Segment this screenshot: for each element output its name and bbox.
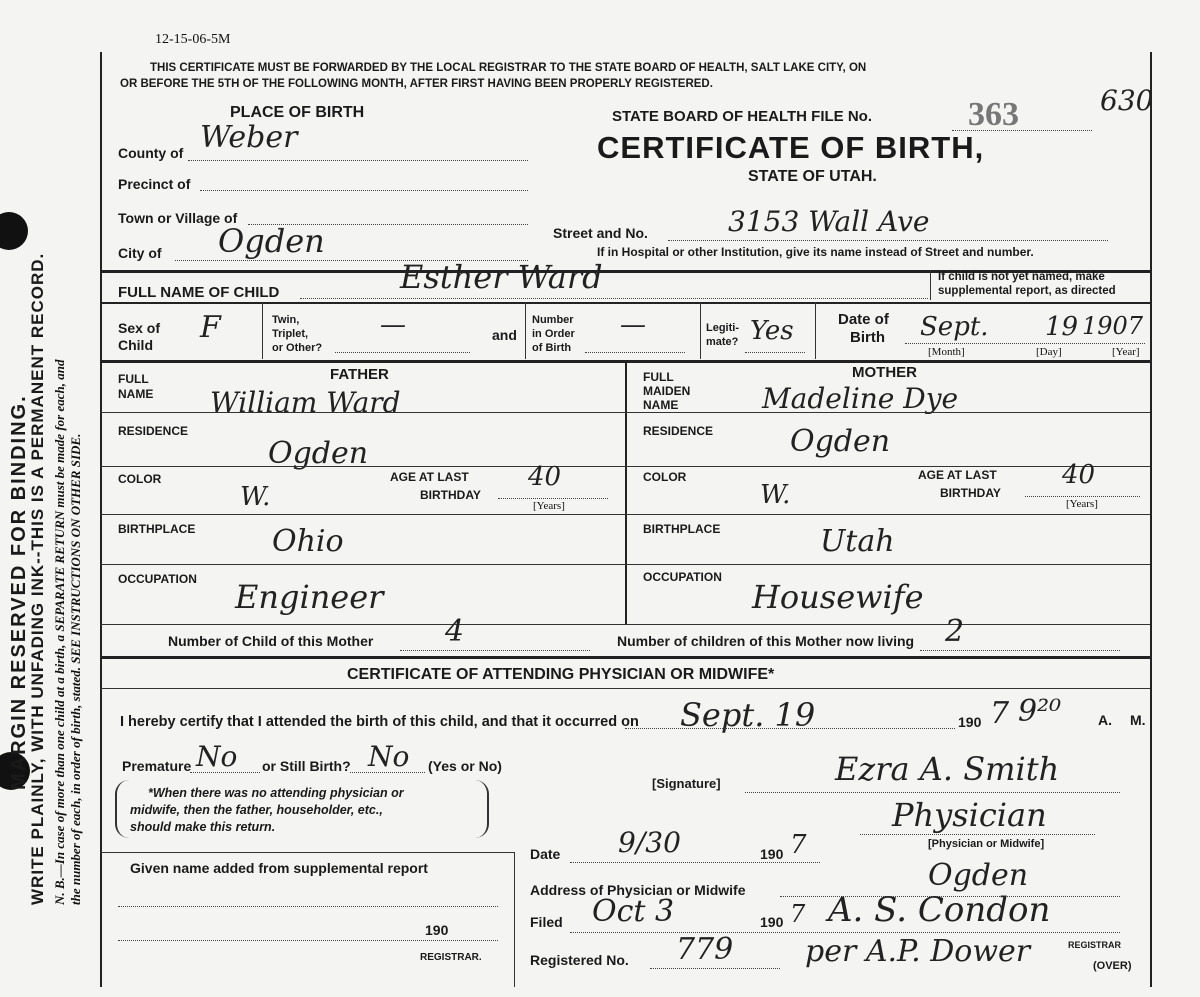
- given-name-label: Given name added from supplemental report: [130, 860, 428, 876]
- registered-value: 779: [676, 932, 734, 967]
- county-label: County of: [118, 145, 184, 161]
- physician-note-2: midwife, then the father, householder, etc.,: [130, 803, 383, 817]
- father-color-label: COLOR: [118, 472, 162, 486]
- day-tag: [Day]: [1036, 346, 1062, 358]
- header-line-1: THIS CERTIFICATE MUST BE FORWARDED BY THE LOCAL REGISTRAR TO THE STATE BOARD OF HEALTH, SALT LAKE CITY, ON: [150, 62, 867, 74]
- mother-name-label: NAME: [643, 398, 679, 412]
- father-color: W.: [240, 482, 271, 512]
- father-full-label: FULL: [118, 372, 149, 386]
- full-name-label: FULL NAME OF CHILD: [118, 284, 280, 301]
- mother-color-label: COLOR: [643, 470, 687, 484]
- dob-month: Sept.: [920, 312, 989, 342]
- signature-value: Ezra A. Smith: [835, 750, 1060, 788]
- and-label: and: [492, 327, 517, 343]
- nb-note-line1: N. B.—In case of more than one child at a birth, a SEPARATE RETURN must be made for each, and: [52, 359, 67, 905]
- father-birthplace-label: BIRTHPLACE: [118, 522, 196, 536]
- father-heading: FATHER: [330, 366, 389, 383]
- mother-heading: MOTHER: [852, 364, 917, 381]
- date-value: 9/30: [618, 826, 681, 859]
- premature-value: No: [196, 740, 238, 773]
- form-code: 12-15-06-5M: [155, 32, 231, 47]
- city-value: Ogden: [218, 222, 325, 260]
- signature-tag: [Signature]: [652, 776, 721, 791]
- mother-birthplace-label: BIRTHPLACE: [643, 522, 721, 536]
- father-occupation: Engineer: [235, 578, 384, 616]
- filed-value: Oct 3: [592, 894, 675, 929]
- binder-hole-top: [0, 212, 28, 250]
- registrar-tag: REGISTRAR.: [420, 952, 482, 963]
- mother-maiden-label: MAIDEN: [643, 384, 691, 398]
- child-number-label: Number of Child of this Mother: [168, 633, 374, 649]
- mother-age-label-2: BIRTHDAY: [940, 486, 1001, 500]
- order-value: —: [620, 310, 646, 340]
- precinct-label: Precinct of: [118, 176, 191, 192]
- mother-residence: Ogden: [790, 424, 891, 459]
- year-tag: [Year]: [1112, 346, 1140, 358]
- certify-text: I hereby certify that I attended the birth of this child, and that it occurred on: [120, 714, 639, 730]
- child-number: 4: [445, 614, 465, 649]
- certify-year: 7: [990, 696, 1010, 731]
- file-no: 363: [968, 96, 1019, 133]
- dob-year: 1907: [1082, 312, 1144, 340]
- legit-value: Yes: [750, 316, 794, 346]
- mother-age-label-1: AGE AT LAST: [918, 468, 997, 482]
- certificate-title: CERTIFICATE OF BIRTH,: [597, 130, 985, 165]
- yes-no-label: (Yes or No): [428, 758, 502, 774]
- city-label: City of: [118, 245, 162, 261]
- sex-label-2: Child: [118, 337, 153, 353]
- not-named-note-1: If child is not yet named, make: [938, 271, 1105, 283]
- order-label-3: of Birth: [532, 342, 572, 354]
- father-birthplace: Ohio: [272, 524, 344, 559]
- over-label: (OVER): [1093, 960, 1132, 972]
- dob-label-1: Date of: [838, 311, 889, 328]
- order-label-1: Number: [532, 314, 574, 326]
- physician-note-3: should make this return.: [130, 820, 276, 834]
- mother-age: 40: [1062, 460, 1096, 490]
- margin-reserved-text: MARGIN RESERVED FOR BINDING.: [8, 394, 30, 790]
- twin-value: —: [380, 310, 406, 340]
- mother-occupation-label: OCCUPATION: [643, 570, 722, 584]
- registered-label: Registered No.: [530, 952, 629, 968]
- dob-day: 19: [1045, 312, 1079, 342]
- date-year-hand: 7: [790, 830, 807, 860]
- mother-color: W.: [760, 480, 791, 510]
- full-name-value: Esther Ward: [400, 258, 603, 296]
- file-no-handwritten: 630: [1100, 84, 1154, 117]
- twin-label-3: or Other?: [272, 342, 323, 354]
- physician-title-value: Physician: [892, 796, 1047, 834]
- mother-occupation: Housewife: [752, 578, 924, 616]
- address-label: Address of Physician or Midwife: [530, 882, 746, 898]
- twin-label-1: Twin,: [272, 314, 300, 326]
- living-label: Number of children of this Mother now living: [617, 633, 915, 649]
- nb-note-line2: the number of each, in order of birth, stated. SEE INSTRUCTIONS ON OTHER SIDE.: [68, 433, 83, 905]
- header-line-2: OR BEFORE THE 5TH OF THE FOLLOWING MONTH, AFTER FIRST HAVING BEEN PROPERLY REGISTERED.: [120, 78, 713, 90]
- place-of-birth-heading: PLACE OF BIRTH: [230, 104, 365, 121]
- filed-year-hand: 7: [790, 900, 806, 928]
- am-label: A.: [1098, 712, 1112, 728]
- state-of-utah: STATE OF UTAH.: [748, 168, 877, 185]
- mother-residence-label: RESIDENCE: [643, 424, 714, 438]
- mother-full-label: FULL: [643, 370, 674, 384]
- physician-certificate-title: CERTIFICATE OF ATTENDING PHYSICIAN OR MIDWIFE*: [347, 666, 775, 683]
- month-tag: [Month]: [928, 346, 965, 358]
- mother-years-tag: [Years]: [1066, 498, 1098, 510]
- filed-signature: A. S. Condon: [828, 890, 1051, 930]
- father-occupation-label: OCCUPATION: [118, 572, 197, 586]
- county-value: Weber: [200, 120, 298, 155]
- sex-label-1: Sex of: [118, 320, 161, 336]
- legit-label-2: mate?: [706, 336, 739, 348]
- father-age-label-2: BIRTHDAY: [420, 488, 481, 502]
- legit-label-1: Legiti-: [706, 322, 739, 334]
- stillbirth-label: or Still Birth?: [262, 758, 351, 774]
- certify-date: Sept. 19: [680, 696, 816, 734]
- file-no-label: STATE BOARD OF HEALTH FILE No.: [612, 108, 872, 125]
- father-residence-label: RESIDENCE: [118, 424, 189, 438]
- father-name-label: NAME: [118, 387, 154, 401]
- mother-name: Madeline Dye: [762, 382, 959, 415]
- physician-tag: [Physician or Midwife]: [928, 838, 1045, 850]
- order-label-2: in Order: [532, 328, 575, 340]
- father-age: 40: [528, 462, 562, 492]
- filed-year: 190: [760, 914, 784, 930]
- left-border: [100, 52, 102, 987]
- street-label: Street and No.: [553, 225, 648, 241]
- father-age-label-1: AGE AT LAST: [390, 470, 469, 484]
- town-label: Town or Village of: [118, 210, 238, 226]
- address-value: Ogden: [928, 858, 1029, 893]
- registrar-tag-2: REGISTRAR: [1068, 940, 1122, 950]
- registered-signature: per A.P. Dower: [805, 934, 1031, 969]
- certify-year-prefix: 190: [958, 714, 982, 730]
- not-named-note-2: supplemental report, as directed: [938, 285, 1116, 297]
- date-label: Date: [530, 846, 561, 862]
- living-number: 2: [945, 614, 965, 649]
- father-name: William Ward: [210, 386, 401, 419]
- filed-label: Filed: [530, 914, 563, 930]
- physician-note-1: *When there was no attending physician or: [148, 786, 404, 800]
- given-year: 190: [425, 922, 449, 938]
- m-label: M.: [1130, 712, 1146, 728]
- hospital-note: If in Hospital or other Institution, give its name instead of Street and number.: [597, 245, 1034, 259]
- mother-birthplace: Utah: [820, 524, 895, 559]
- right-border: [1150, 52, 1152, 987]
- father-residence: Ogden: [268, 436, 369, 471]
- sex-value: F: [200, 310, 221, 345]
- stillbirth-value: No: [368, 740, 410, 773]
- dob-label-2: Birth: [850, 329, 885, 346]
- premature-label: Premature: [122, 758, 192, 774]
- father-years-tag: [Years]: [533, 500, 565, 512]
- certify-time: 9²⁰: [1018, 694, 1062, 729]
- write-plainly-text: WRITE PLAINLY, WITH UNFADING INK--THIS IS A PERMANENT RECORD.: [28, 252, 47, 905]
- twin-label-2: Triplet,: [272, 328, 309, 340]
- street-value: 3153 Wall Ave: [728, 205, 930, 238]
- date-year: 190: [760, 846, 784, 862]
